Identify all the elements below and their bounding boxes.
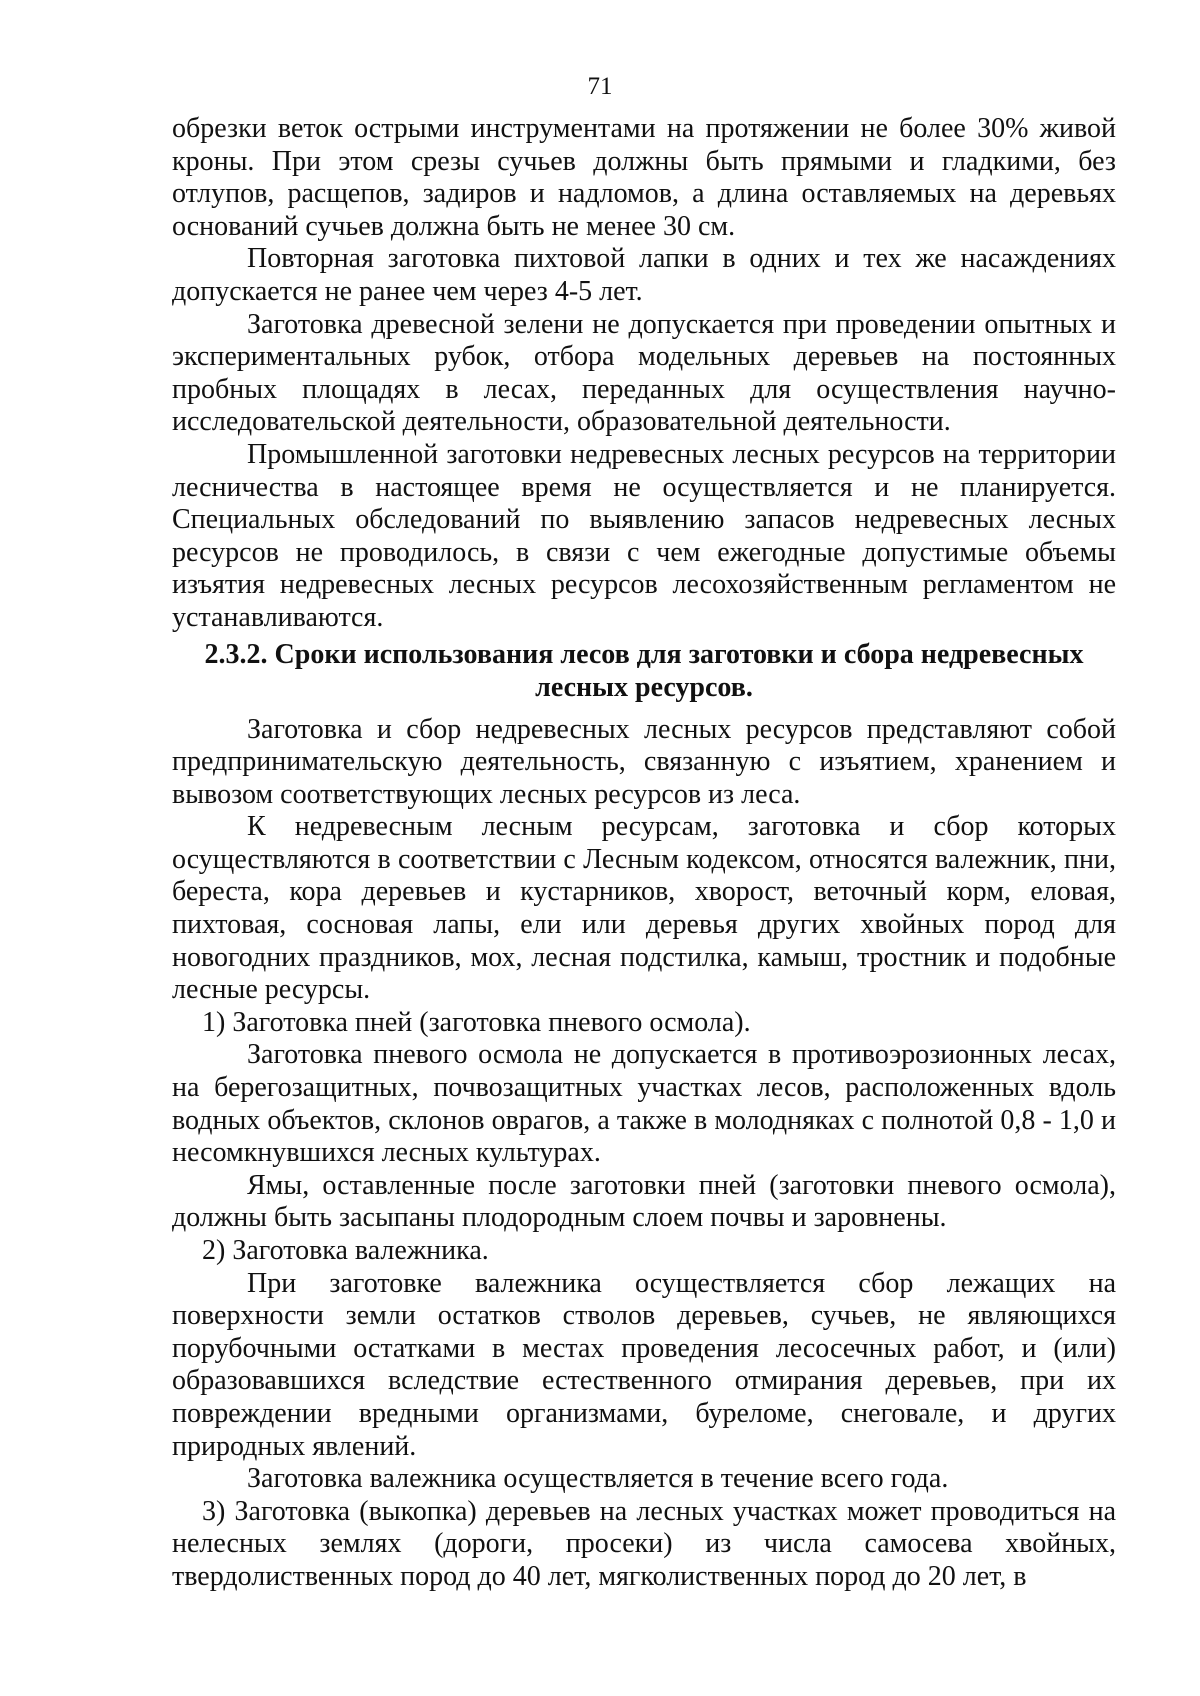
paragraph: Заготовка и сбор недревесных лесных ресурсов представляют собой предпринимательскую деятельность, связанную с изъятием, хранением и вывозом соответствующих лесных ресурсов из леса.	[172, 713, 1116, 810]
paragraph: К недревесным лесным ресурсам, заготовка и сбор которых осуществляются в соответствии с Лесным кодексом, относятся валежник, пни, береста, кора деревьев и кустарников, хворост, веточный корм, еловая, пихтовая, сосновая лапы, ели или деревья других хвойных пород для новогодних праздников, мох, лесная подстилка, камыш, тростник и подобные лесные ресурсы.	[172, 811, 1116, 1006]
section-heading: 2.3.2. Сроки использования лесов для заготовки и сбора недревесных лесных ресурсов.	[204, 638, 1084, 703]
paragraph: Повторная заготовка пихтовой лапки в одних и тех же насаждениях допускается не ранее чем через 4-5 лет.	[172, 243, 1116, 307]
paragraph: Заготовка пневого осмола не допускается в противоэрозионных лесах, на берегозащитных, почвозащитных участках лесов, расположенных вдоль водных объектов, склонов оврагов, а также в молодняках с полнотой 0,8 - 1,0 и несомкнувшихся лесных культурах.	[172, 1039, 1116, 1169]
list-item: 1) Заготовка пней (заготовка пневого осмола).	[202, 1006, 751, 1038]
paragraph: Ямы, оставленные после заготовки пней (заготовки пневого осмола), должны быть засыпаны плодородным слоем почвы и заровнены.	[172, 1169, 1116, 1234]
list-item: 2) Заготовка валежника.	[202, 1235, 489, 1266]
paragraph: При заготовке валежника осуществляется сбор лежащих на поверхности земли остатков стволов деревьев, сучьев, не являющихся порубочными остатками в местах проведения лесосечных работ, и (или) образовавшихся вследствие естественного отмирания деревьев, при их повреждении вредными организмами, буреломе, снеговале, и других природных явлений.	[172, 1267, 1116, 1462]
paragraph: Промышленной заготовки недревесных лесных ресурсов на территории лесничества в настоящее время не осуществляется и не планируется. Специальных обследований по выявлению запасов недревесных лесных ресурсов не проводилось, в связи с чем ежегодные допустимые объемы изъятия недревесных лесных ресурсов лесохозяйственным регламентом не устанавливаются.	[172, 438, 1116, 633]
paragraph: Заготовка валежника осуществляется в течение всего года.	[247, 1463, 949, 1495]
page-number: 71	[587, 73, 613, 100]
paragraph: обрезки веток острыми инструментами на протяжении не более 30% живой кроны. При этом срезы сучьев должны быть прямыми и гладкими, без отлупов, расщепов, задиров и надломов, а длина оставляемых на деревьях оснований сучьев должна быть не менее 30 см.	[172, 113, 1116, 242]
paragraph: Заготовка древесной зелени не допускается при проведении опытных и экспериментальных рубок, отбора модельных деревьев на постоянных пробных площадях в лесах, переданных для осуществления научно-исследовательской деятельности, образовательной деятельности.	[172, 308, 1116, 438]
list-item: 3) Заготовка (выкопка) деревьев на лесных участках может проводиться на нелесных землях (дороги, просеки) из числа самосева хвойных, твердолиственных пород до 40 лет, мягколиственных пород до 20 лет, в	[172, 1495, 1116, 1592]
document-body	[172, 113, 1116, 1594]
